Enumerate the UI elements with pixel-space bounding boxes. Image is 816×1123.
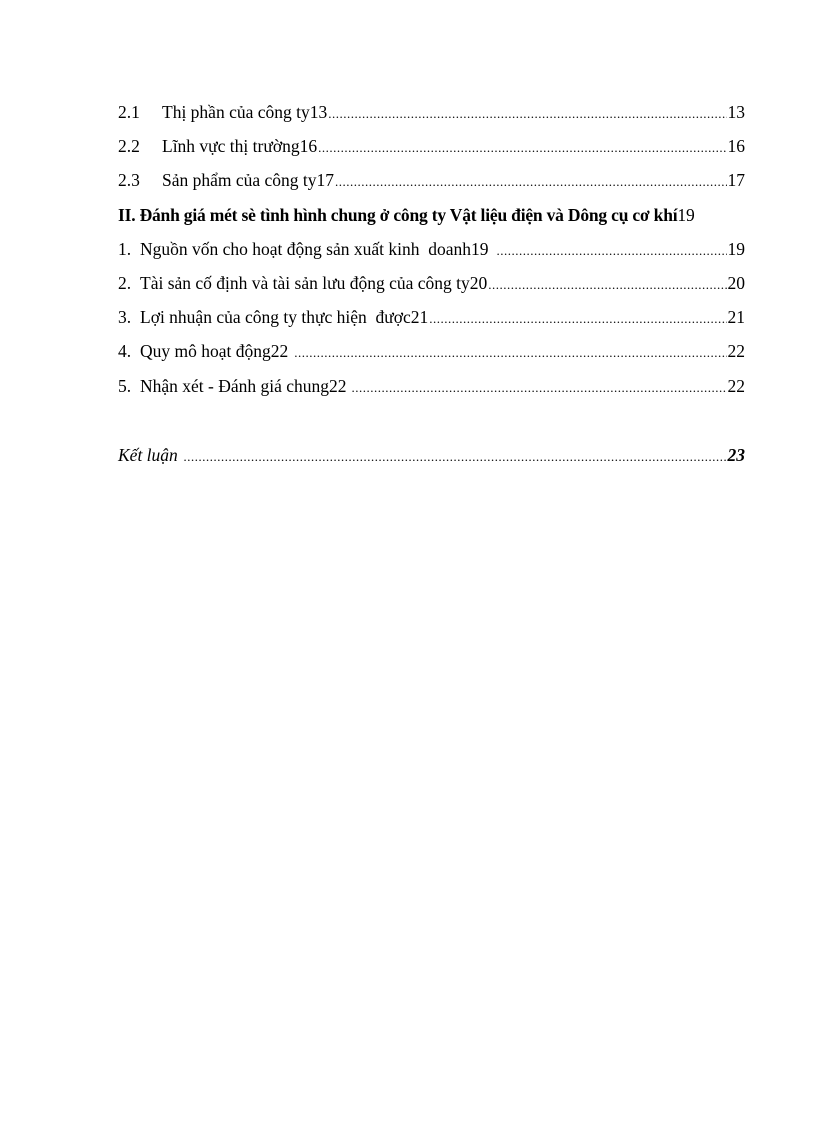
table-of-contents: [118, 102, 745, 479]
dot-leader: [497, 243, 727, 259]
entry-title: Sản phẩm của công ty17: [162, 170, 335, 191]
entry-number: 3.: [118, 307, 132, 328]
entry-title: Kết luận: [118, 444, 178, 465]
toc-entry-5[interactable]: [118, 376, 745, 410]
entry-number: 2.: [118, 272, 132, 293]
dot-leader: [318, 140, 726, 156]
toc-entry-2[interactable]: [118, 273, 745, 307]
entry-page: 20: [727, 272, 745, 293]
toc-entry-1[interactable]: [118, 239, 745, 273]
entry-page: 17: [727, 170, 745, 191]
entry-page: 21: [727, 307, 745, 328]
dot-leader: [335, 174, 726, 190]
entry-number: 1.: [118, 238, 132, 259]
dot-leader: [328, 106, 726, 122]
dot-leader: [184, 449, 727, 465]
toc-entry-2-2[interactable]: [118, 136, 745, 170]
heading-title: II. Đánh giá mét sè tình hình chung ở công ty Vật liệu điện và Dông cụ cơ khí: [118, 204, 678, 225]
toc-entry-2-1[interactable]: [118, 102, 745, 136]
entry-number: 4.: [118, 341, 132, 362]
toc-entry-conclusion[interactable]: [118, 445, 745, 479]
toc-entry-2-3[interactable]: [118, 170, 745, 204]
entry-page: 23: [727, 444, 745, 465]
toc-heading-ii[interactable]: [118, 205, 745, 239]
entry-title: Tài sản cố định và tài sản lưu động của công ty20: [140, 272, 488, 293]
entry-number: 2.1: [118, 102, 140, 122]
dot-leader: [352, 380, 727, 396]
entry-page: 22: [727, 375, 745, 396]
heading-page: 19: [677, 204, 695, 225]
entry-title: Lợi nhuận của công ty thực hiện được21: [140, 307, 429, 328]
dot-leader: [488, 277, 726, 293]
dot-leader: [429, 311, 726, 327]
entry-title: Quy mô hoạt động22: [140, 341, 289, 362]
entry-number: 5.: [118, 375, 132, 396]
toc-entry-3[interactable]: [118, 307, 745, 341]
entry-title: Lĩnh vực thị trường16: [162, 136, 318, 157]
toc-entry-4[interactable]: [118, 341, 745, 375]
entry-number: 2.3: [118, 170, 140, 191]
dot-leader: [294, 345, 726, 361]
entry-title: Nhận xét - Đánh giá chung22: [140, 375, 347, 396]
entry-page: 19: [727, 238, 745, 259]
entry-title: Nguồn vốn cho hoạt động sản xuất kinh doanh19: [140, 238, 489, 259]
entry-number: 2.2: [118, 136, 140, 157]
entry-title: Thị phần của công ty13: [162, 102, 328, 122]
entry-page: 16: [727, 136, 745, 157]
entry-page: 22: [727, 341, 745, 362]
entry-page: 13: [727, 102, 745, 122]
